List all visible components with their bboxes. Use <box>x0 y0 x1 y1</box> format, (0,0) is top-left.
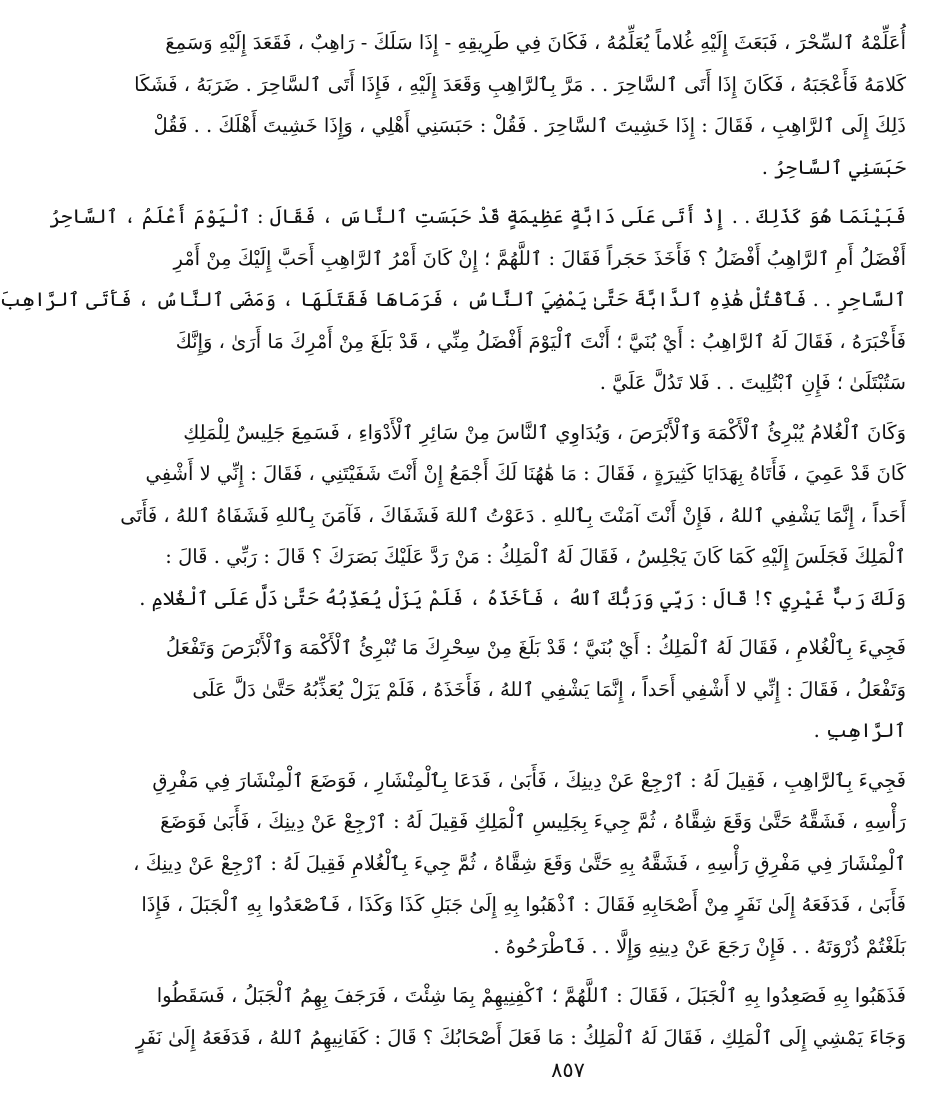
text-line: وَتَفْعَلُ ، فَقَالَ : إِنِّي لا أَشْفِي أَحَداً ، إِنَّمَا يَشْفِي ٱللهُ ، فَأَخَذَهُ ، فَلَمْ يَزَلْ يُعَذِّبُهُ حَتَّىٰ دَلَّ عَلَى <box>192 677 906 701</box>
text-line: ٱلْمَلِكَ فَجَلَسَ إِلَيْهِ كَمَا كَانَ يَجْلِسُ ، فَقَالَ لَهُ ٱلْمَلِكُ : مَنْ رَدَّ عَلَيْكَ بَصَرَكَ ؟ قَالَ : رَبِّي . قَالَ : <box>165 545 906 568</box>
page-number: ٨٥٧ <box>551 1058 585 1082</box>
text-line: وَكَانَ ٱلْغُلامُ يُبْرِئُ ٱلْأَكْمَهَ وَٱلْأَبْرَصَ ، وَيُدَاوِي ٱلنَّاسَ مِنْ سَائِرِ ٱلْأَدْوَاءِ ، فَسَمِعَ جَلِيسٌ لِلْمَلِكِ <box>183 420 906 444</box>
text-line: حَبَسَنِي ٱلسَّاحِرُ . <box>761 155 906 179</box>
page-body <box>0 22 906 1066</box>
text-line: وَلَكَ رَبٌّ غَيْرِي ؟! قَالَ : رَبِّي وَرَبُّكَ ٱللهُ ، فَأَخَذَهُ ، فَلَمْ يَزَلْ يُعَذِّبُهُ حَتَّىٰ دَلَّ عَلَى ٱلْغُلامِ . <box>139 586 906 610</box>
text-line: ٱلْمِنْشَارَ فِي مَفْرِقِ رَأْسِهِ ، فَشَقَّهُ بِهِ حَتَّىٰ وَقَعَ شِقَّاهُ ، ثُمَّ جِيءَ بِٱلْغُلامِ فَقِيلَ لَهُ : ٱرْجِعْ عَنْ دِينِكَ ، <box>133 851 906 875</box>
paragraph-2 <box>0 196 906 404</box>
text-line: فَذَهَبُوا بِهِ فَصَعِدُوا بِهِ ٱلْجَبَلَ ، فَقَالَ : ٱللَّهُمَّ ؛ ٱكْفِنِيهِمْ بِمَا شِئْتَ ، فَرَجَفَ بِهِمُ ٱلْجَبَلُ ، فَسَقَطُوا <box>156 984 906 1007</box>
paragraph-4 <box>165 627 906 752</box>
text-line: أَفْضَلُ أَمِ ٱلرَّاهِبُ أَفْضَلُ ؟ فَأَخَذَ حَجَراً فَقَالَ : ٱللَّهُمَّ ؛ إِنْ كَانَ أَمْرُ ٱلرَّاهِبِ أَحَبَّ إِلَيْكَ مِنْ أَمْرِ <box>173 246 906 270</box>
text-line: فَأَخْبَرَهُ ، فَقَالَ لَهُ ٱلرَّاهِبُ : أَيْ بُنَيَّ ؛ أَنْتَ ٱلْيَوْمَ أَفْضَلُ مِنِّي ، قَدْ بَلَغَ مِنْ أَمْرِكَ مَا أَرَىٰ ، وَإِنَّكَ <box>175 329 906 353</box>
paragraph-3 <box>120 412 906 620</box>
text-line: فَبَيْنَمَا هُوَ كَذَلِكَ . . إِذْ أَتَى عَلَى دَابَّةٍ عَظِيمَةٍ قَدْ حَبَسَتِ ٱلنَّاسَ ، فَقَالَ : ٱلْيَوْمَ أَعْلَمُ ، ٱلسَّاحِرُ <box>49 205 906 228</box>
text-line: فَأَبَىٰ ، فَدَفَعَهُ إِلَىٰ نَفَرٍ مِنْ أَصْحَابِهِ فَقَالَ : ٱذْهَبُوا بِهِ إِلَىٰ جَبَلِ كَذَا وَكَذَا ، فَٱصْعَدُوا بِهِ ٱلْجَبَلَ ، فَإِذَا <box>141 893 906 916</box>
text-line: وَجَاءَ يَمْشِي إِلَى ٱلْمَلِكِ ، فَقَالَ لَهُ ٱلْمَلِكُ : مَا فَعَلَ أَصْحَابُكَ ؟ قَالَ : كَفَانِيهِمُ ٱللهُ ، فَدَفَعَهُ إِلَىٰ نَفَرٍ <box>135 1025 906 1049</box>
text-line: أَحَداً ، إِنَّمَا يَشْفِي ٱللهُ ، فَإِنْ أَنْتَ آمَنْتَ بِٱللهِ . دَعَوْتُ ٱللهَ فَشَفَاكَ ، فَآمَنَ بِٱللهِ فَشَفَاهُ ٱللهُ ، فَأَتَى <box>120 503 906 527</box>
text-line: فَجِيءَ بِٱلرَّاهِبِ ، فَقِيلَ لَهُ : ٱرْجِعْ عَنْ دِينِكَ ، فَأَبَىٰ ، فَدَعَا بِٱلْمِنْشَارِ ، فَوَضَعَ ٱلْمِنْشَارَ فِي مَفْرِقِ <box>152 768 906 792</box>
text-line: فَجِيءَ بِٱلْغُلامِ ، فَقَالَ لَهُ ٱلْمَلِكُ : أَيْ بُنَيَّ ؛ قَدْ بَلَغَ مِنْ سِحْرِكَ مَا تُبْرِئُ ٱلْأَكْمَهَ وَٱلْأَبْرَصَ وَتَفْعَلُ <box>165 636 906 659</box>
text-line: كَانَ قَدْ عَمِيَ ، فَأَتَاهُ بِهَدَايَا كَثِيرَةٍ ، فَقَالَ : مَا هَٰهُنَا لَكَ أَجْمَعُ إِنْ أَنْتَ شَفَيْتَنِي ، فَقَالَ : إِنِّي لا أَشْفِي <box>145 462 906 485</box>
paragraph-6 <box>135 975 906 1058</box>
paragraph-1 <box>134 22 906 188</box>
text-line: ذَلِكَ إِلَى ٱلرَّاهِبِ ، فَقَالَ : إِذَا خَشِيتَ ٱلسَّاحِرَ . فَقُلْ : حَبَسَنِي أَهْلِي ، وَإِذَا خَشِيتَ أَهْلَكَ . . فَقُلْ <box>153 114 906 137</box>
text-line: سَتُبْتَلَىٰ ؛ فَإِنِ ٱبْتُلِيتَ . . فَلا تَدُلَّ عَلَيَّ . <box>599 371 906 394</box>
text-line: بَلَغْتُمْ ذُرْوَتَهُ . . فَإِنْ رَجَعَ عَنْ دِينِهِ وَإِلَّا . . فَٱطْرَحُوهُ . <box>493 934 906 958</box>
text-line: أُعَلِّمْهُ ٱلسِّحْرَ ، فَبَعَثَ إِلَيْهِ غُلاماً يُعَلِّمُهُ ، فَكَانَ فِي طَرِيقِهِ - إِذَا سَلَكَ - رَاهِبٌ ، فَقَعَدَ إِلَيْهِ وَسَمِعَ <box>165 31 906 54</box>
text-line: ٱلرَّاهِبِ . <box>813 719 906 742</box>
text-line: كَلامَهُ فَأَعْجَبَهُ ، فَكَانَ إِذَا أَتَى ٱلسَّاحِرَ . . مَرَّ بِٱلرَّاهِبِ وَقَعَدَ إِلَيْهِ ، فَإِذَا أَتَى ٱلسَّاحِرَ . ضَرَبَهُ ، فَشَكَا <box>134 72 906 96</box>
text-line: ٱلسَّاحِرِ . . فَٱقْتُلْ هَٰذِهِ ٱلدَّابَّةَ حَتَّىٰ يَمْضِيَ ٱلنَّاسُ ، فَرَمَاهَا فَقَتَلَهَا ، وَمَضَى ٱلنَّاسُ ، فَأَتَى ٱلرَّاهِبَ <box>0 288 906 311</box>
paragraph-5 <box>133 760 906 968</box>
text-line: رَأْسِهِ ، فَشَقَّهُ حَتَّىٰ وَقَعَ شِقَّاهُ ، ثُمَّ جِيءَ بِجَلِيسِ ٱلْمَلِكِ فَقِيلَ لَهُ : ٱرْجِعْ عَنْ دِينِكَ ، فَأَبَىٰ فَوَضَعَ <box>160 810 906 833</box>
